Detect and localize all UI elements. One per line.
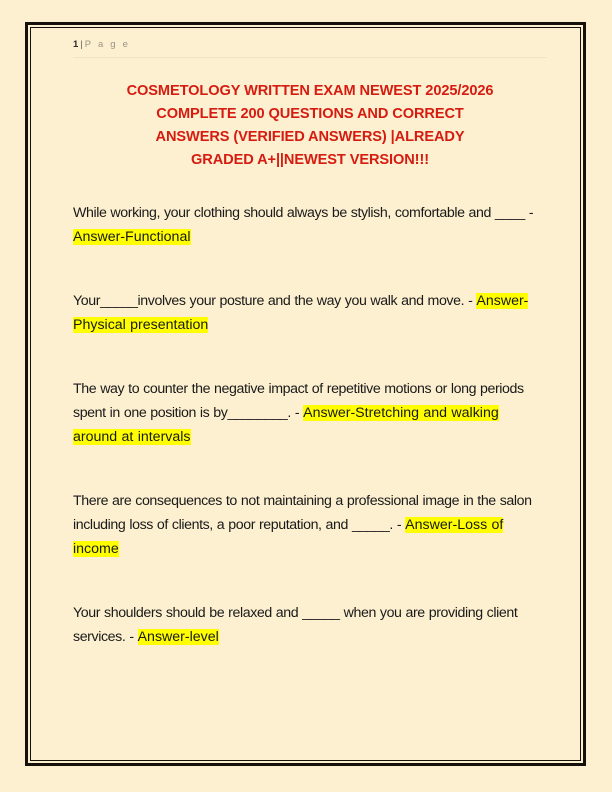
question-text: The way to counter the negative impact of repetitive motions or long periods spent in one position is by________. - <box>73 381 524 421</box>
title-line-2: COMPLETE 200 QUESTIONS AND CORRECT <box>156 106 464 122</box>
question-text: There are consequences to not maintaining a professional image in the salon including loss of clients, a poor reputation, and _____. - <box>73 493 532 533</box>
page-border-frame <box>25 22 586 766</box>
title-line-4: GRADED A+||NEWEST VERSION!!! <box>191 152 429 168</box>
answer-highlight: Answer-Functional <box>73 229 191 245</box>
qa-item <box>73 289 547 337</box>
qa-item <box>73 489 547 561</box>
qa-item <box>73 377 547 449</box>
page-header-label: P a g e <box>84 39 131 50</box>
question-text: Your shoulders should be relaxed and _____ when you are providing client services. - <box>73 605 518 645</box>
answer-highlight: Answer-Physical presentation <box>73 293 529 333</box>
answer-highlight: Answer-Loss of income <box>73 517 504 557</box>
page-header-separator: | <box>80 39 83 50</box>
document-title <box>73 80 547 172</box>
running-page-header <box>73 35 547 55</box>
title-line-3: ANSWERS (VERIFIED ANSWERS) |ALREADY <box>155 129 465 145</box>
question-text: Your_____involves your posture and the way you walk and move. - <box>73 293 477 309</box>
qa-item <box>73 201 547 249</box>
qa-item <box>73 601 547 649</box>
header-divider <box>73 57 547 58</box>
title-line-1: COSMETOLOGY WRITTEN EXAM NEWEST 2025/2026 <box>126 83 494 99</box>
page-number: 1 <box>73 39 79 50</box>
question-text: While working, your clothing should always be stylish, comfortable and ____ - <box>73 205 534 221</box>
answer-highlight: Answer-level <box>137 629 219 645</box>
question-answer-list <box>73 201 547 649</box>
page-content <box>73 35 547 649</box>
answer-highlight: Answer-Stretching and walking around at intervals <box>73 405 499 445</box>
